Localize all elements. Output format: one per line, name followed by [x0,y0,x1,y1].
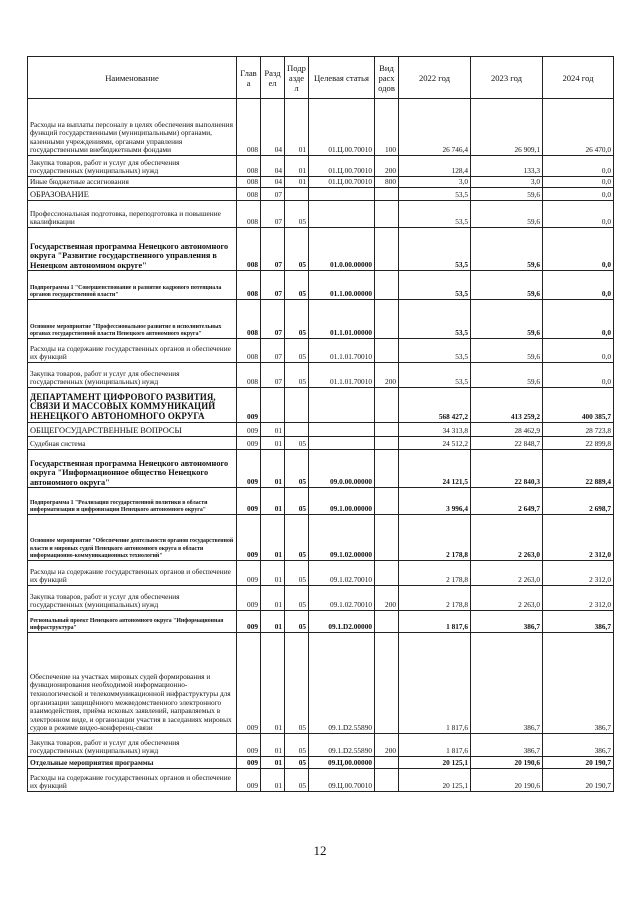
table-row [28,363,614,388]
header-2022: 2022 год [399,57,471,99]
row-vid [375,423,399,437]
row-2023: 2 649,7 [471,488,543,515]
row-2022: 53,5 [399,300,471,339]
row-podrazdel: 05 [285,561,309,586]
row-name: Расходы на содержание государственных органов и обеспечение их функций [28,339,237,363]
row-glava: 008 [237,201,261,228]
row-podrazdel: 05 [285,363,309,388]
row-2024: 20 190,7 [543,757,614,769]
row-target: 01.Ц.00.70010 [309,99,375,156]
row-name: Государственная программа Ненецкого автономного округа "Информационное общество Ненецкого автономного округа" [28,450,237,488]
table-row [28,423,614,437]
row-razdel: 04 [261,156,285,177]
row-2023: 3,0 [471,177,543,188]
row-podrazdel: 05 [285,734,309,757]
header-podrazdel: Подр азде л [285,57,309,99]
row-vid: 200 [375,586,399,611]
row-target: 09.0.00.00000 [309,450,375,488]
row-glava: 009 [237,769,261,792]
row-razdel: 01 [261,515,285,561]
table-row [28,734,614,757]
table-row [28,450,614,488]
row-name: Расходы на содержание государственных органов и обеспечение их функций [28,561,237,586]
row-target [309,423,375,437]
row-razdel: 01 [261,611,285,633]
row-target: 01.1.00.00000 [309,271,375,300]
row-glava: 008 [237,188,261,201]
row-razdel: 07 [261,363,285,388]
row-2023: 20 190,6 [471,757,543,769]
row-2022: 3,0 [399,177,471,188]
budget-table [27,56,614,792]
row-razdel: 01 [261,586,285,611]
row-podrazdel [285,388,309,423]
row-podrazdel: 05 [285,201,309,228]
row-podrazdel: 05 [285,339,309,363]
row-vid [375,201,399,228]
table-header-row [28,57,614,99]
row-2024: 2 698,7 [543,488,614,515]
table-row [28,769,614,792]
row-razdel: 07 [261,228,285,271]
row-2022: 53,5 [399,363,471,388]
row-vid [375,611,399,633]
row-vid [375,339,399,363]
row-vid: 200 [375,363,399,388]
row-podrazdel: 01 [285,177,309,188]
row-2022: 53,5 [399,228,471,271]
row-2022: 34 313,8 [399,423,471,437]
row-vid [375,488,399,515]
row-target: 09.Ц.00.00000 [309,757,375,769]
row-target: 01.1.01.70010 [309,363,375,388]
table-row [28,201,614,228]
budget-table-container [27,56,613,792]
row-2024: 28 723,8 [543,423,614,437]
row-2022: 53,5 [399,201,471,228]
header-razdel: Разд ел [261,57,285,99]
row-2023: 59,6 [471,339,543,363]
row-name: Отдельные мероприятия программы [28,757,237,769]
row-2024: 22 899,8 [543,437,614,450]
table-row [28,271,614,300]
header-target: Целевая статья [309,57,375,99]
row-target: 09.1.02.70010 [309,561,375,586]
row-2024: 0,0 [543,188,614,201]
row-glava: 009 [237,611,261,633]
row-2023: 26 909,1 [471,99,543,156]
row-2023: 386,7 [471,611,543,633]
row-name: ОБЩЕГОСУДАРСТВЕННЫЕ ВОПРОСЫ [28,423,237,437]
row-glava: 009 [237,633,261,734]
row-glava: 009 [237,423,261,437]
row-podrazdel: 05 [285,586,309,611]
row-name: Судебная система [28,437,237,450]
row-target [309,437,375,450]
row-razdel: 01 [261,488,285,515]
row-glava: 008 [237,228,261,271]
row-razdel [261,388,285,423]
row-glava: 008 [237,300,261,339]
row-podrazdel: 05 [285,271,309,300]
row-glava: 009 [237,515,261,561]
header-glava: Глав а [237,57,261,99]
row-2023: 413 259,2 [471,388,543,423]
row-razdel: 01 [261,437,285,450]
row-2024: 400 385,7 [543,388,614,423]
row-2022: 53,5 [399,339,471,363]
row-podrazdel: 05 [285,757,309,769]
row-target: 01.1.01.70010 [309,339,375,363]
row-name: Региональный проект Ненецкого автономного округа "Информационная инфраструктура" [28,611,237,633]
row-2023: 59,6 [471,188,543,201]
row-2023: 59,6 [471,201,543,228]
row-target: 09.1.02.70010 [309,586,375,611]
row-2023: 22 848,7 [471,437,543,450]
row-2024: 0,0 [543,156,614,177]
row-2024: 26 470,0 [543,99,614,156]
row-glava: 009 [237,488,261,515]
row-razdel: 07 [261,188,285,201]
row-2023: 2 263,0 [471,515,543,561]
row-glava: 008 [237,339,261,363]
table-row [28,300,614,339]
row-2024: 0,0 [543,201,614,228]
row-podrazdel: 01 [285,156,309,177]
row-2022: 24 121,5 [399,450,471,488]
table-row [28,188,614,201]
row-2023: 386,7 [471,633,543,734]
table-row [28,515,614,561]
header-vid: Вид расх одов [375,57,399,99]
row-2023: 386,7 [471,734,543,757]
row-podrazdel: 01 [285,99,309,156]
row-2022: 1 817,6 [399,611,471,633]
row-2023: 22 840,3 [471,450,543,488]
row-razdel: 01 [261,561,285,586]
row-razdel: 07 [261,271,285,300]
row-2024: 386,7 [543,633,614,734]
row-name: Основное мероприятие "Обеспечение деятельности органов государственной власти и мировых судей Ненецкого автономного округа в области информационно-коммуникационных технологий" [28,515,237,561]
row-glava: 009 [237,388,261,423]
row-name: Расходы на выплаты персоналу в целях обеспечения выполнения функций государственными (муниципальными) органами, казенными учреждениями, органами управления государственными внебюджетными фондами [28,99,237,156]
row-razdel: 07 [261,300,285,339]
row-2023: 28 462,9 [471,423,543,437]
row-target: 09.Ц.00.70010 [309,769,375,792]
row-name: Закупка товаров, работ и услуг для обеспечения государственных (муниципальных) нужд [28,363,237,388]
row-glava: 009 [237,437,261,450]
table-row [28,437,614,450]
row-glava: 008 [237,177,261,188]
table-row [28,757,614,769]
row-podrazdel: 05 [285,611,309,633]
row-2022: 2 178,8 [399,586,471,611]
row-2022: 20 125,1 [399,757,471,769]
row-razdel: 01 [261,769,285,792]
row-2022: 53,5 [399,271,471,300]
header-name: Наименование [28,57,237,99]
row-vid [375,300,399,339]
row-2023: 133,3 [471,156,543,177]
row-vid: 200 [375,156,399,177]
row-podrazdel: 05 [285,633,309,734]
row-glava: 008 [237,271,261,300]
row-target: 09.1.D2.00000 [309,611,375,633]
row-2023: 59,6 [471,363,543,388]
row-podrazdel [285,423,309,437]
row-2024: 0,0 [543,228,614,271]
row-glava: 009 [237,734,261,757]
table-row [28,339,614,363]
row-2024: 0,0 [543,300,614,339]
table-row [28,633,614,734]
header-2023: 2023 год [471,57,543,99]
row-2022: 20 125,1 [399,769,471,792]
row-glava: 008 [237,156,261,177]
row-2022: 128,4 [399,156,471,177]
row-podrazdel: 05 [285,228,309,271]
row-target [309,201,375,228]
row-2022: 568 427,2 [399,388,471,423]
row-2024: 2 312,0 [543,586,614,611]
row-vid [375,228,399,271]
row-2023: 59,6 [471,271,543,300]
row-2022: 3 996,4 [399,488,471,515]
row-target: 01.1.01.00000 [309,300,375,339]
row-glava: 008 [237,363,261,388]
row-target: 09.1.D2.55890 [309,734,375,757]
row-glava: 009 [237,450,261,488]
row-glava: 008 [237,99,261,156]
table-row [28,388,614,423]
row-vid: 800 [375,177,399,188]
row-name: Подпрограмма 1 "Совершенствование и развитие кадрового потенциала органов государственной власти" [28,271,237,300]
row-2024: 0,0 [543,271,614,300]
row-vid [375,757,399,769]
table-row [28,156,614,177]
row-razdel: 04 [261,99,285,156]
row-vid [375,388,399,423]
table-row [28,611,614,633]
row-razdel: 01 [261,423,285,437]
row-name: Подпрограмма 1 "Реализация государственной политики в области информатизации и цифровизации Ненецкого автономного округа" [28,488,237,515]
table-row [28,586,614,611]
row-target: 09.1.00.00000 [309,488,375,515]
row-target: 09.1.02.00000 [309,515,375,561]
row-2023: 2 263,0 [471,586,543,611]
table-row [28,99,614,156]
row-2024: 2 312,0 [543,561,614,586]
row-name: Профессиональная подготовка, переподготовка и повышение квалификации [28,201,237,228]
row-podrazdel: 05 [285,300,309,339]
row-vid [375,437,399,450]
row-2023: 59,6 [471,300,543,339]
row-name: Расходы на содержание государственных органов и обеспечение их функций [28,769,237,792]
row-name: Закупка товаров, работ и услуг для обеспечения государственных (муниципальных) нужд [28,734,237,757]
row-2023: 59,6 [471,228,543,271]
row-2022: 53,5 [399,188,471,201]
row-target [309,388,375,423]
row-2023: 20 190,6 [471,769,543,792]
row-podrazdel: 05 [285,437,309,450]
row-2024: 20 190,7 [543,769,614,792]
row-vid: 100 [375,99,399,156]
row-target: 01.0.00.00000 [309,228,375,271]
row-target: 01.Ц.00.70010 [309,177,375,188]
row-podrazdel: 05 [285,515,309,561]
row-name: Обеспечение на участках мировых судей формирования и функционирования необходимой информационно-технологической и телекоммуникационной инфраструктуры для организации защищённого межведомственного электронного взаимодействия, приёма исковых заявлений, направляемых в электронном виде, и организации участия в заседаниях мировых судов в режиме видео-конференц-связи [28,633,237,734]
row-2023: 2 263,0 [471,561,543,586]
row-2024: 0,0 [543,177,614,188]
row-razdel: 01 [261,757,285,769]
row-name: Закупка товаров, работ и услуг для обеспечения государственных (муниципальных) нужд [28,586,237,611]
row-2022: 26 746,4 [399,99,471,156]
table-row [28,488,614,515]
row-2022: 2 178,8 [399,515,471,561]
row-2024: 0,0 [543,339,614,363]
row-glava: 009 [237,757,261,769]
row-vid [375,515,399,561]
row-razdel: 07 [261,339,285,363]
row-razdel: 07 [261,201,285,228]
row-vid: 200 [375,734,399,757]
row-podrazdel: 05 [285,769,309,792]
row-vid [375,188,399,201]
row-2022: 1 817,6 [399,734,471,757]
row-vid [375,271,399,300]
row-vid [375,450,399,488]
row-podrazdel: 05 [285,488,309,515]
row-2024: 386,7 [543,734,614,757]
table-row [28,177,614,188]
header-2024: 2024 год [543,57,614,99]
row-vid [375,561,399,586]
row-name: Государственная программа Ненецкого автономного округа "Развитие государственного управления в Ненецком автономном округе" [28,228,237,271]
row-razdel: 04 [261,177,285,188]
row-name: ДЕПАРТАМЕНТ ЦИФРОВОГО РАЗВИТИЯ, СВЯЗИ И МАССОВЫХ КОММУНИКАЦИЙ НЕНЕЦКОГО АВТОНОМНОГО ОКРУГА [28,388,237,423]
page-number: 12 [313,843,327,858]
row-glava: 009 [237,586,261,611]
row-target: 09.1.D2.55890 [309,633,375,734]
row-2024: 22 889,4 [543,450,614,488]
row-2022: 2 178,8 [399,561,471,586]
row-2024: 386,7 [543,611,614,633]
row-razdel: 01 [261,633,285,734]
row-2024: 2 312,0 [543,515,614,561]
row-target [309,188,375,201]
row-podrazdel [285,188,309,201]
table-row [28,561,614,586]
row-2022: 24 512,2 [399,437,471,450]
row-podrazdel: 05 [285,450,309,488]
row-vid [375,633,399,734]
table-row [28,228,614,271]
row-2022: 1 817,6 [399,633,471,734]
row-razdel: 01 [261,734,285,757]
row-target: 01.Ц.00.70010 [309,156,375,177]
row-name: Основное мероприятие "Профессиональное развитие в исполнительных органах государственной власти Ненецкого автономного округа" [28,300,237,339]
row-name: Закупка товаров, работ и услуг для обеспечения государственных (муниципальных) нужд [28,156,237,177]
row-vid [375,769,399,792]
row-name: ОБРАЗОВАНИЕ [28,188,237,201]
row-name: Иные бюджетные ассигнования [28,177,237,188]
row-2024: 0,0 [543,363,614,388]
row-glava: 009 [237,561,261,586]
row-razdel: 01 [261,450,285,488]
